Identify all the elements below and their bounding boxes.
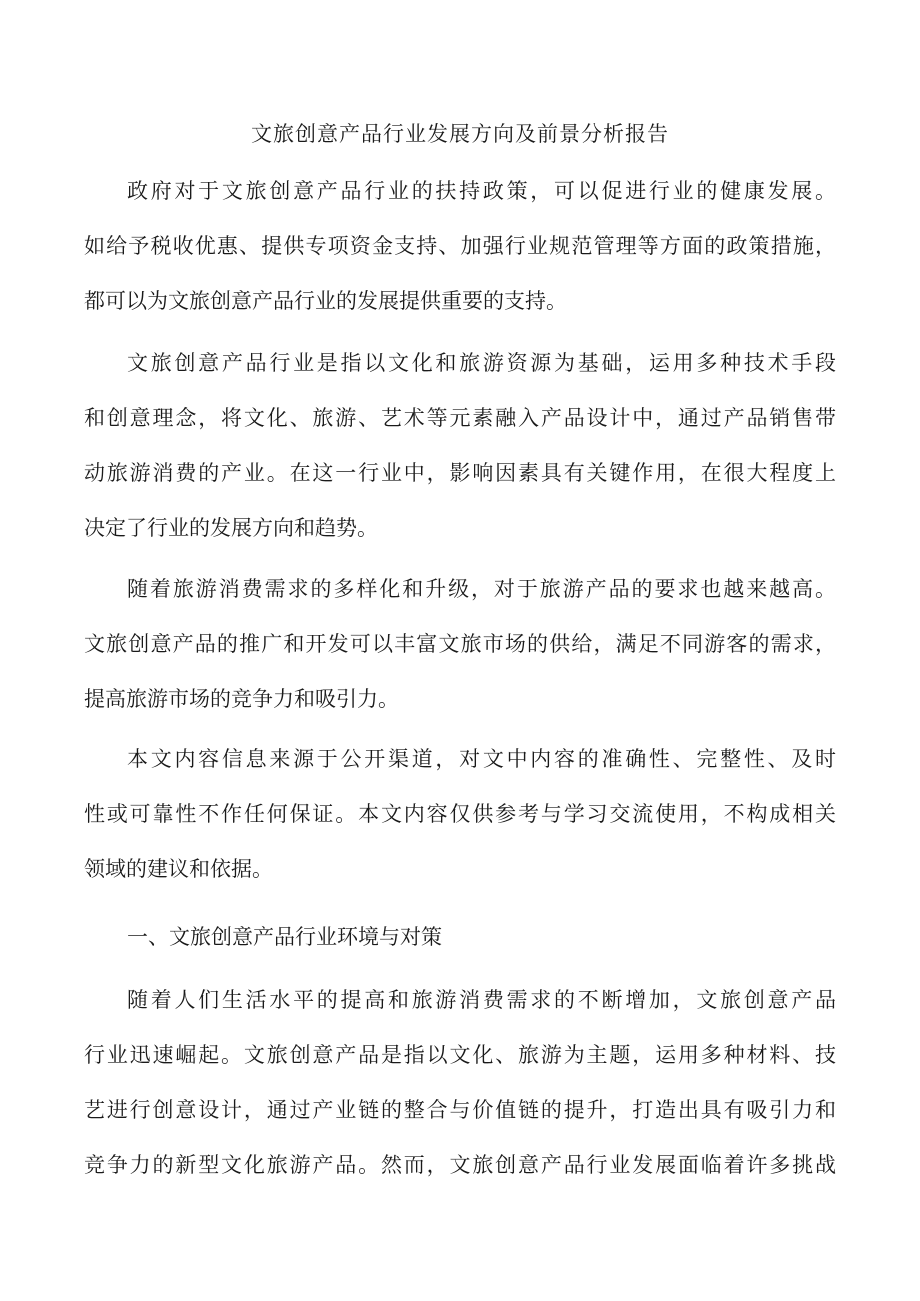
- paragraph-line: 文旅创意产品的推广和开发可以丰富文旅市场的供给，满足不同游客的需求，: [84, 632, 836, 656]
- paragraph-line: 领域的建议和依据。: [84, 857, 273, 881]
- paragraph-line: 决定了行业的发展方向和趋势。: [84, 516, 378, 540]
- paragraph-line: 竞争力的新型文化旅游产品。然而，文旅创意产品行业发展面临着许多挑战: [84, 1153, 836, 1177]
- paragraph-line: 政府对于文旅创意产品行业的扶持政策，可以促进行业的健康发展。: [127, 179, 836, 203]
- paragraph-line: 动旅游消费的产业。在这一行业中，影响因素具有关键作用，在很大程度上: [84, 461, 836, 485]
- paragraph-3: [84, 562, 836, 727]
- paragraph-line: 性或可靠性不作任何保证。本文内容仅供参考与学习交流使用，不构成相关: [84, 802, 836, 826]
- paragraph-line: 随着人们生活水平的提高和旅游消费需求的不断增加，文旅创意产品: [127, 988, 836, 1012]
- section-paragraph: [84, 973, 836, 1193]
- paragraph-line: 随着旅游消费需求的多样化和升级，对于旅游产品的要求也越来越高。: [127, 577, 836, 601]
- paragraph-line: 艺进行创意设计，通过产业链的整合与价值链的提升，打造出具有吸引力和: [84, 1098, 836, 1122]
- paragraph-2: [84, 336, 836, 556]
- section-heading: 一、文旅创意产品行业环境与对策: [127, 925, 442, 949]
- paragraph-4: [84, 732, 836, 897]
- paragraph-line: 行业迅速崛起。文旅创意产品是指以文化、旅游为主题，运用多种材料、技: [84, 1043, 836, 1067]
- paragraph-line: 都可以为文旅创意产品行业的发展提供重要的支持。: [84, 289, 567, 313]
- paragraph-line: 和创意理念，将文化、旅游、艺术等元素融入产品设计中，通过产品销售带: [84, 406, 836, 430]
- paragraph-line: 本文内容信息来源于公开渠道，对文中内容的准确性、完整性、及时: [127, 747, 836, 771]
- paragraph-line: 提高旅游市场的竞争力和吸引力。: [84, 687, 399, 711]
- paragraph-line: 如给予税收优惠、提供专项资金支持、加强行业规范管理等方面的政策措施，: [84, 234, 836, 258]
- paragraph-line: 文旅创意产品行业是指以文化和旅游资源为基础，运用多种技术手段: [127, 351, 836, 375]
- document-title: 文旅创意产品行业发展方向及前景分析报告: [251, 122, 669, 146]
- paragraph-1: [84, 164, 836, 329]
